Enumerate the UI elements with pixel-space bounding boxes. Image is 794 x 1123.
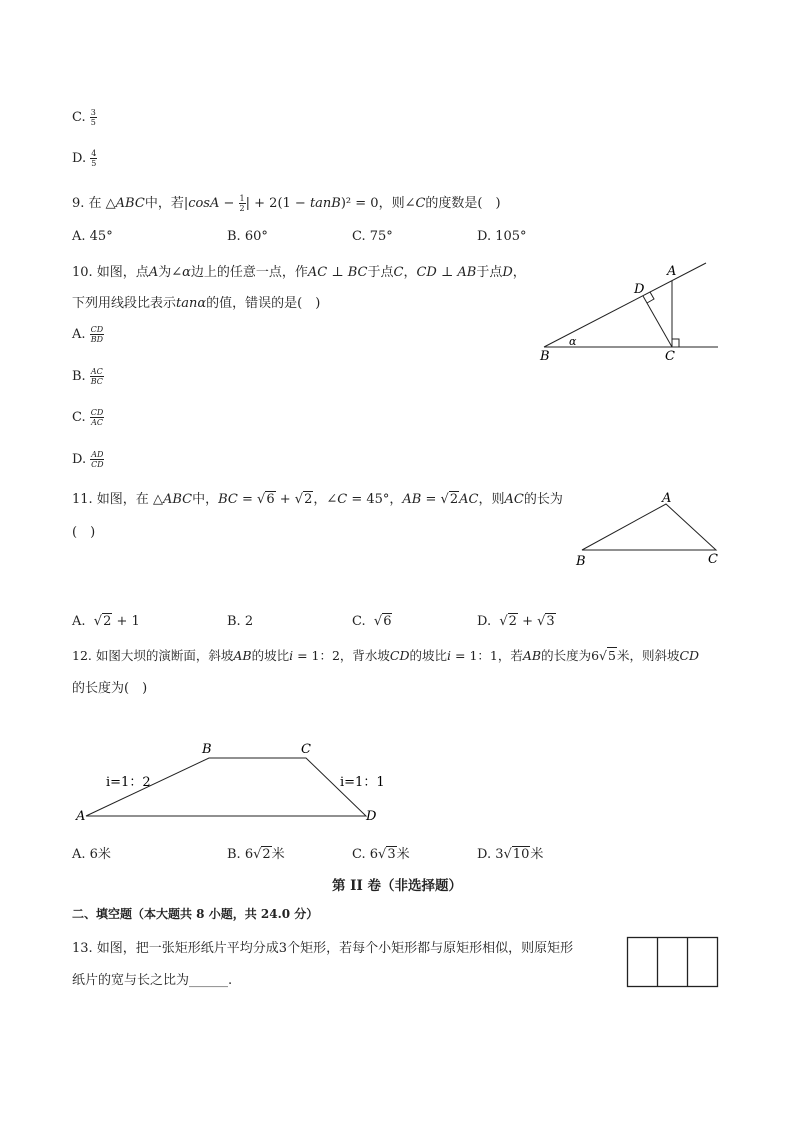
q9-option-b: B. 60° (227, 229, 268, 244)
q12-stem-line2: 的长度为( ) (72, 681, 148, 696)
q9-option-c: C. 75° (352, 229, 393, 244)
q11-stem: 11. 如图，在 △ABC中，BC = √6 + √2，∠C = 45°，AB = √2AC，则AC的长为 (72, 492, 563, 507)
q12-stem-line1: 12. 如图大坝的演断面，斜坡AB的坡比i = 1：2，背水坡CD的坡比i = 1：1，若AB的长度为6√5米，则斜坡CD (72, 648, 700, 663)
section-title: 第 II 卷（非选择题） (331, 878, 463, 894)
q10-option-b: B. $\frac{AC}{BC}$ (72, 367, 103, 386)
q13-outer-rect (628, 938, 718, 987)
q11-option-a: A. √2 + 1 (72, 614, 140, 629)
q12-slope-right: i=1：1 (340, 775, 385, 790)
q12-label-d: D (366, 809, 377, 824)
q12-label-c: C (301, 742, 311, 757)
q12-label-b: B (202, 742, 212, 757)
q11-option-d: D. √2 + √3 (477, 614, 555, 629)
q12-option-a: A. 6米 (72, 847, 111, 862)
q10-option-d: D. $\frac{AD}{CD}$ (72, 450, 104, 469)
q11-triangle (582, 504, 716, 550)
q11-label-a: A (662, 491, 672, 506)
part-heading: 二、填空题（本大题共 8 小题，共 24.0 分） (72, 907, 319, 921)
q12-option-c: C. 6√3米 (352, 847, 410, 862)
q11-option-b: B. 2 (227, 614, 254, 629)
q12-label-a: A (76, 809, 86, 824)
q10-stem-line2: 下列用线段比表示tanα的值，错误的是( ) (72, 296, 321, 311)
q10-option-c: C. $\frac{CD}{AC}$ (72, 408, 104, 427)
q10-label-alpha: α (569, 335, 577, 348)
q9-stem: 9. 在 △ABC中，若|cosA − $\frac{1}{2}$ | + 2(1 − tanB)² = 0，则∠C的度数是( ) (72, 194, 501, 213)
q13-stem-line2: 纸片的宽与长之比为______. (72, 973, 233, 988)
q12-option-d: D. 3√10米 (477, 847, 544, 862)
q10-stem-line1: 10. 如图，点A为∠α边上的任意一点，作AC ⊥ BC于点C，CD ⊥ AB于点D， (72, 265, 526, 280)
q12-option-b: B. 6√2米 (227, 847, 285, 862)
q10-label-b: B (540, 349, 550, 364)
q11-answer-paren: ( ) (72, 525, 96, 540)
q10-figure (530, 255, 730, 370)
q10-option-a: A. $\frac{CD}{BD}$ (72, 325, 104, 344)
q11-figure (570, 488, 730, 573)
q11-option-c: C. √6 (352, 614, 392, 629)
q10-right-angle-d (647, 292, 654, 303)
q9-option-a: A. 45° (72, 229, 113, 244)
q8-option-d: D. $\frac{4}{5}$ (72, 149, 97, 168)
q10-label-d: D (634, 282, 645, 297)
q11-label-b: B (576, 554, 586, 569)
q10-label-c: C (665, 349, 675, 364)
q12-slope-left: i=1：2 (106, 775, 151, 790)
q8-option-c: C. $\frac{3}{5}$ (72, 108, 96, 127)
q10-right-angle-c (672, 339, 679, 347)
q10-line-cd (643, 296, 672, 347)
q10-label-a: A (667, 264, 677, 279)
q13-stem-line1: 13. 如图，把一张矩形纸片平均分成3个矩形，若每个小矩形都与原矩形相似，则原矩形 (72, 941, 574, 956)
q13-figure (626, 936, 720, 990)
q12-figure (70, 738, 400, 828)
q11-label-c: C (708, 552, 718, 567)
q9-option-d: D. 105° (477, 229, 527, 244)
